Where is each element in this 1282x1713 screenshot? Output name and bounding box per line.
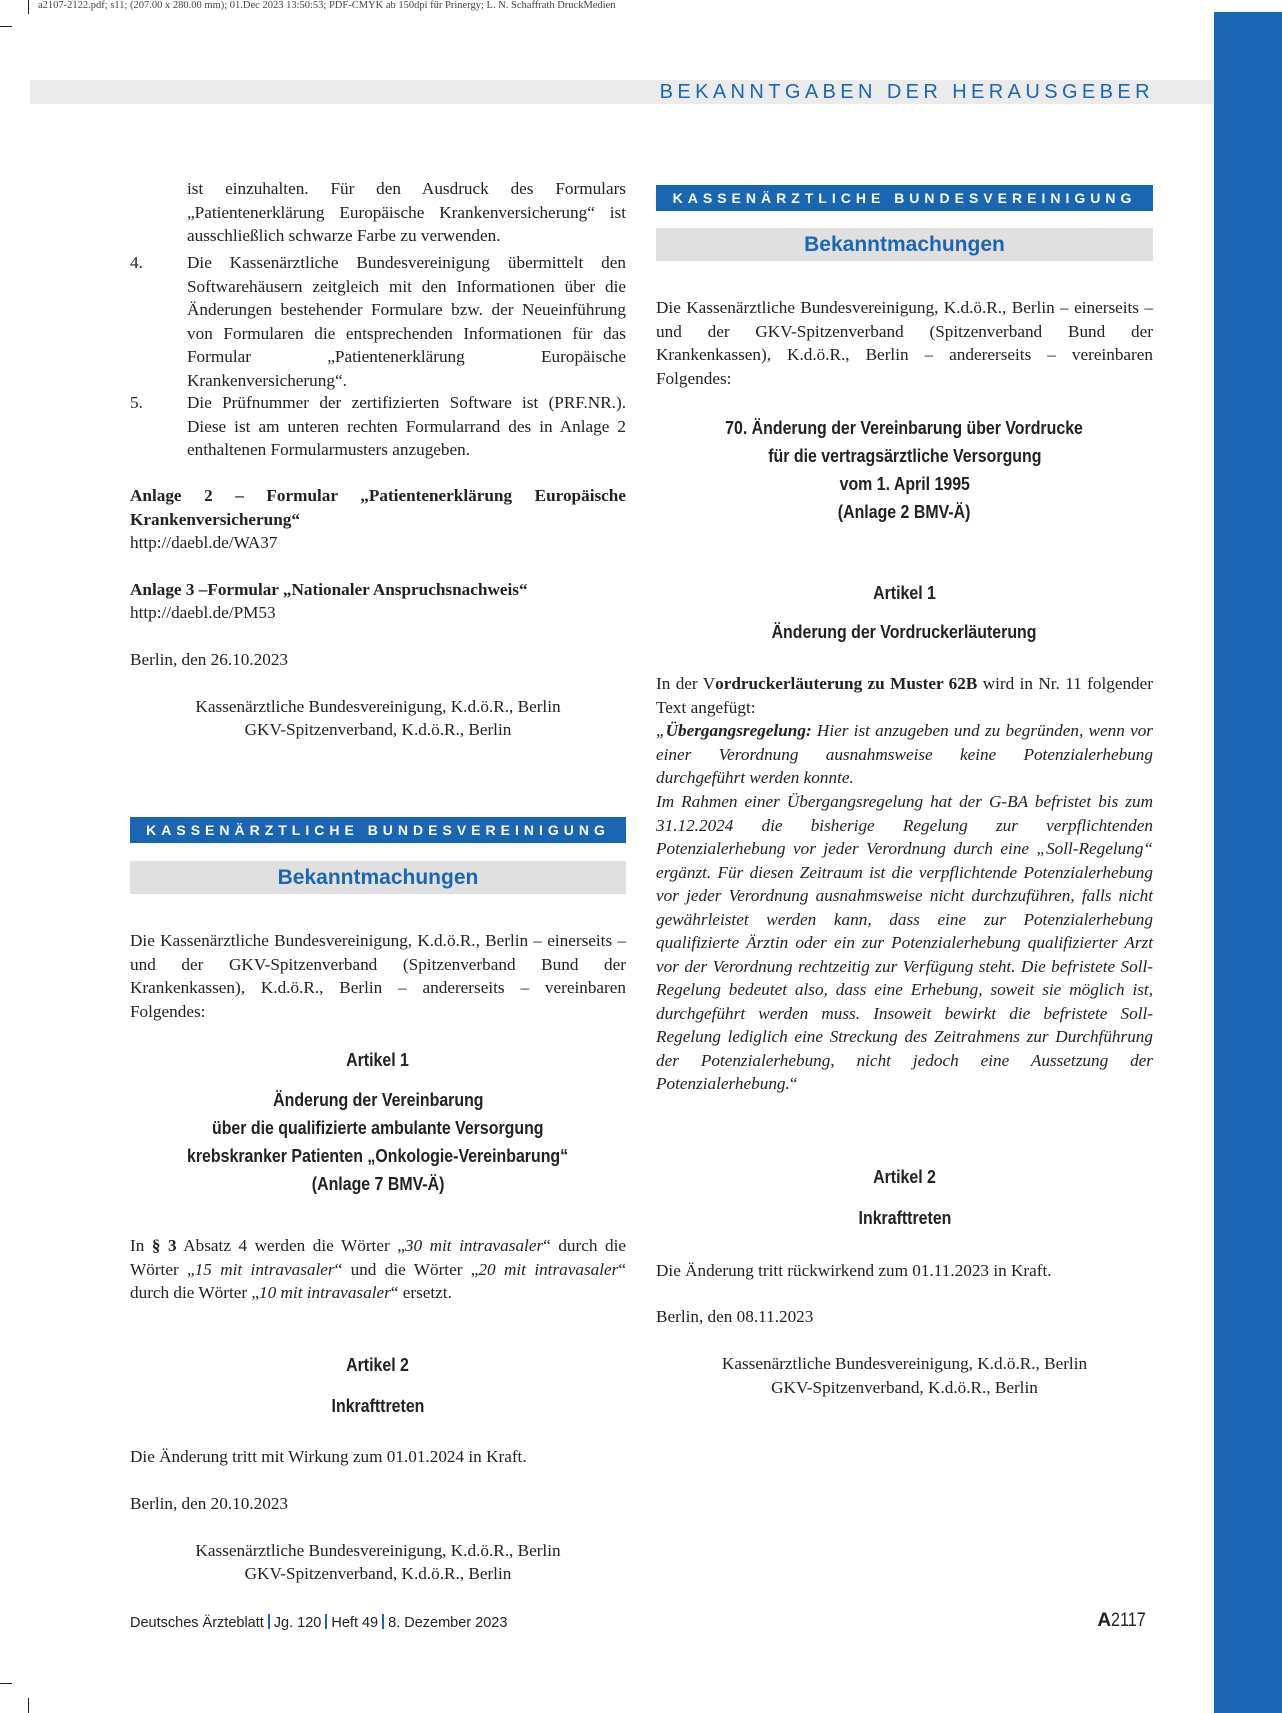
- agreement-intro: Die Kassenärztliche Bundesvereinigung, K.d.ö.R., Berlin – einerseits – und der GKV-Spitzenverband (Spitzenverband Bund der Krankenkassen), K.d.ö.R., Berlin – andererseits – vereinbaren Folgendes:: [656, 298, 1153, 388]
- anlage-2-link[interactable]: http://daebl.de/WA37: [130, 533, 278, 552]
- footer-separator: [325, 1614, 327, 1629]
- footer-journal-info: [130, 1614, 507, 1631]
- signature-line: GKV-Spitzenverband, K.d.ö.R., Berlin: [771, 1378, 1038, 1397]
- print-info-line: a2107-2122.pdf; s11; (207.00 x 280.00 mm); 01.Dec 2023 13:50:53; PDF-CMYK ab 150dpi für Prinergy; L. N. Schaffrath DruckMedien: [38, 0, 616, 11]
- bekanntmachungen-heading: Bekanntmachungen: [130, 861, 626, 894]
- quoted-regulation: „Übergangsregelung: Hier ist anzugeben und zu begründen, wenn vor einer Verordnung ausnahmsweise keine Potenzialerhebung durchgeführt werden konnte.: [656, 721, 1153, 787]
- crop-mark: [0, 1683, 12, 1684]
- date-line: Berlin, den 26.10.2023: [130, 650, 289, 669]
- article-1-label: Artikel 1: [873, 582, 936, 603]
- list-text: Die Kassenärztliche Bundesvereinigung übermittelt den Softwarehäusern zeitgleich mit den Informationen über die Änderungen bestehender Formulare bzw. der Neueinführung von Formularen die entsprechenden Informationen für das Formular „Patientenerklärung Europäische Krankenversicherung“.: [187, 253, 626, 390]
- article-1-title: Änderung der Vordruckerläuterung: [772, 621, 1037, 642]
- article-2-title: Inkrafttreten: [858, 1207, 951, 1228]
- issue: Heft 49: [331, 1615, 379, 1631]
- document-title: 70. Änderung der Vereinbarung über Vordrucke: [725, 417, 1084, 438]
- article-1-title: Änderung der Vereinbarung: [272, 1089, 484, 1110]
- signature-line: GKV-Spitzenverband, K.d.ö.R., Berlin: [244, 1564, 512, 1583]
- kbv-banner: KASSENÄRZTLICHE BUNDESVEREINIGUNG: [130, 817, 626, 843]
- signature-line: Kassenärztliche Bundesvereinigung, K.d.ö.R., Berlin: [721, 1354, 1088, 1373]
- article-1-title: krebskranker Patienten „Onkologie-Vereinbarung“: [187, 1145, 569, 1166]
- signature-line: Kassenärztliche Bundesvereinigung, K.d.ö.R., Berlin: [195, 697, 561, 716]
- volume: Jg. 120: [273, 1615, 322, 1631]
- issue-date: 8. Dezember 2023: [388, 1615, 508, 1631]
- list-item: [130, 391, 626, 463]
- right-edge-blue-bar: [1214, 12, 1282, 1713]
- list-text: Die Prüfnummer der zertifizierten Software ist (PRF.NR.). Diese ist am unteren rechten Formularrand des in Anlage 2 enthaltenen Formularmusters anzugeben.: [187, 393, 626, 459]
- signature-line: Kassenärztliche Bundesvereinigung, K.d.ö.R., Berlin: [195, 1541, 561, 1560]
- list-number: 5.: [130, 393, 143, 412]
- article-2-text: Die Änderung tritt rückwirkend zum 01.11.2023 in Kraft.: [656, 1261, 1052, 1280]
- anlage-3-link[interactable]: http://daebl.de/PM53: [130, 603, 276, 622]
- paragraph-continued: ist einzuhalten. Für den Ausdruck des Formulars „Patientenerklärung Europäische Krankenversicherung“ ist ausschließlich schwarze Farbe zu verwenden.: [187, 179, 626, 245]
- crop-mark: [28, 1698, 29, 1713]
- footer-separator: [382, 1614, 384, 1629]
- list-number: 4.: [130, 253, 143, 272]
- crop-mark: [0, 26, 12, 27]
- crop-mark: [28, 0, 29, 14]
- document-title: vom 1. April 1995: [839, 473, 970, 494]
- kbv-banner: KASSENÄRZTLICHE BUNDESVEREINIGUNG: [656, 185, 1153, 211]
- signature-line: GKV-Spitzenverband, K.d.ö.R., Berlin: [244, 720, 512, 739]
- anlage-3-title: Anlage 3 –Formular „Nationaler Anspruchsnachweis“: [130, 580, 528, 599]
- article-1-text: In der Vordruckerläuterung zu Muster 62B wird in Nr. 11 folgender Text angefügt:: [656, 674, 1153, 717]
- document-title: für die vertragsärztliche Versorgung: [767, 445, 1042, 466]
- article-1-text: In § 3 Absatz 4 werden die Wörter „30 mit intravasaler“ durch die Wörter „15 mit intravasaler“ und die Wörter „20 mit intravasaler“ durch die Wörter „10 mit intravasaler“ ersetzt.: [130, 1236, 626, 1302]
- page-number: A2117: [1097, 1610, 1146, 1631]
- footer-separator: [268, 1614, 270, 1629]
- date-line: Berlin, den 20.10.2023: [130, 1494, 289, 1513]
- journal-name: Deutsches Ärzteblatt: [130, 1615, 264, 1631]
- article-1-title: (Anlage 7 BMV-Ä): [311, 1173, 445, 1194]
- section-heading: BEKANNTGABEN DER HERAUSGEBER: [659, 81, 1154, 103]
- anlage-2-title: Anlage 2 – Formular „Patientenerklärung Europäische Krankenversicherung“: [130, 486, 626, 529]
- bekanntmachungen-heading: Bekanntmachungen: [656, 228, 1153, 261]
- article-1-label: Artikel 1: [346, 1049, 410, 1070]
- article-1-title: über die qualifizierte ambulante Versorgung: [212, 1117, 544, 1138]
- date-line: Berlin, den 08.11.2023: [656, 1307, 814, 1326]
- article-2-label: Artikel 2: [873, 1166, 936, 1187]
- document-title: (Anlage 2 BMV-Ä): [838, 501, 971, 522]
- agreement-intro: Die Kassenärztliche Bundesvereinigung, K.d.ö.R., Berlin – einerseits – und der GKV-Spitzenverband (Spitzenverband Bund der Krankenkassen), K.d.ö.R., Berlin – andererseits – vereinbaren Folgendes:: [130, 931, 626, 1021]
- article-2-title: Inkrafttreten: [331, 1395, 425, 1416]
- article-2-text: Die Änderung tritt mit Wirkung zum 01.01.2024 in Kraft.: [130, 1447, 527, 1466]
- article-2-label: Artikel 2: [346, 1354, 410, 1375]
- list-item: [130, 251, 626, 391]
- quoted-regulation: Im Rahmen einer Übergangsregelung hat der G-BA befristet bis zum 31.12.2024 die bisherige Regelung zur verpflichtenden Potenzialerhebung vor jeder Verordnung durch eine „Soll-Regelung“ ergänzt. Für diesen Zeitraum ist die verpflichtende Potenzialerhebung vor jeder Verordnung ausnahmsweise nicht durchzuführen, falls nicht gewährleistet werden kann, dass eine zur Potenzialerhebung qualifizierte Ärztin oder ein zur Potenzialerhebung qualifizierter Arzt vor der Verordnung rechtzeitig zur Verfügung steht. Die befristete Soll-Regelung bedeutet also, dass eine Erhebung, soweit sie möglich ist, durchgeführt werden muss. Insoweit bewirkt die befristete Soll-Regelung lediglich eine Streckung des Zeitrahmens zur Durchführung der Potenzialerhebung, nicht jedoch eine Aussetzung der Potenzialerhebung.“: [656, 792, 1153, 1093]
